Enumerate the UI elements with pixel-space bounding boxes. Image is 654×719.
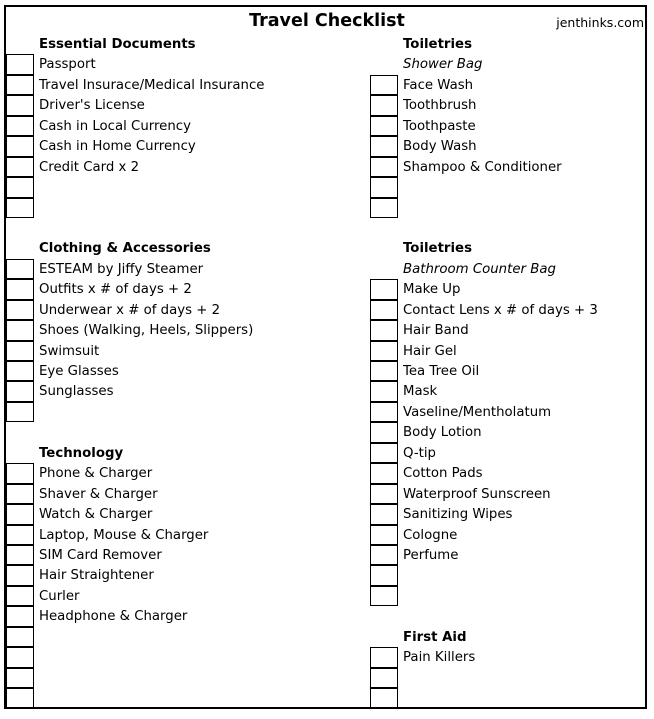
checkbox[interactable] (370, 504, 398, 524)
item-label: Vaseline/Mentholatum (403, 404, 552, 420)
checkbox[interactable] (370, 157, 398, 177)
checkbox[interactable] (370, 565, 398, 585)
item-label: Outfits x # of days + 2 (39, 282, 192, 298)
checkbox[interactable] (370, 320, 398, 340)
item-label: Headphone & Charger (39, 609, 188, 625)
site-label: jenthinks.com (556, 15, 644, 30)
checkbox[interactable] (6, 300, 34, 320)
checkbox[interactable] (6, 504, 34, 524)
item-label: Toothpaste (403, 118, 476, 134)
section-title: First Aid (403, 629, 467, 645)
checkbox[interactable] (6, 198, 34, 218)
item-label: Curler (39, 588, 80, 604)
item-label: Perfume (403, 547, 459, 563)
checkbox[interactable] (6, 279, 34, 299)
item-label: Make Up (403, 282, 461, 298)
item-label: Pain Killers (403, 650, 476, 666)
item-label: Hair Gel (403, 343, 457, 359)
item-label: Laptop, Mouse & Charger (39, 527, 209, 543)
checkbox[interactable] (6, 606, 34, 626)
item-label: Phone & Charger (39, 466, 153, 482)
checkbox[interactable] (6, 463, 34, 483)
item-label: Hair Straightener (39, 568, 154, 584)
item-label: Hair Band (403, 323, 469, 339)
checkbox[interactable] (370, 177, 398, 197)
item-label: Eye Glasses (39, 364, 119, 379)
item-label: Mask (403, 384, 438, 400)
item-label: Underwear x # of days + 2 (39, 302, 221, 318)
item-label: SIM Card Remover (39, 547, 162, 563)
item-label: Shaver & Charger (39, 486, 158, 502)
checkbox[interactable] (6, 647, 34, 667)
checkbox[interactable] (6, 95, 34, 115)
section-title: Essential Documents (39, 37, 196, 52)
checkbox[interactable] (370, 75, 398, 95)
checkbox[interactable] (370, 402, 398, 422)
subsection-title: Bathroom Counter Bag (403, 261, 556, 277)
item-label: Q-tip (403, 445, 436, 461)
checkbox[interactable] (370, 484, 398, 504)
section-title: Technology (39, 445, 124, 461)
checkbox[interactable] (370, 198, 398, 218)
checkbox[interactable] (6, 116, 34, 136)
checkbox[interactable] (370, 688, 398, 708)
checkbox[interactable] (370, 586, 398, 606)
section-title: Toiletries (403, 241, 472, 257)
checkbox[interactable] (370, 525, 398, 545)
item-label: Body Wash (403, 139, 477, 155)
checkbox[interactable] (370, 95, 398, 115)
checkbox[interactable] (6, 525, 34, 545)
checkbox[interactable] (6, 688, 34, 708)
checkbox[interactable] (6, 565, 34, 585)
checkbox[interactable] (6, 177, 34, 197)
checkbox[interactable] (370, 300, 398, 320)
item-label: Body Lotion (403, 425, 482, 441)
checkbox[interactable] (6, 361, 34, 381)
checkbox[interactable] (370, 381, 398, 401)
section-title: Toiletries (403, 37, 472, 52)
checkbox[interactable] (370, 361, 398, 381)
checkbox[interactable] (6, 320, 34, 340)
item-label: Travel Insurace/Medical Insurance (39, 77, 265, 93)
checkbox[interactable] (6, 341, 34, 361)
item-label: Driver's License (39, 98, 145, 114)
item-label: Shoes (Walking, Heels, Slippers) (39, 323, 254, 339)
item-label: Cologne (403, 527, 458, 543)
checkbox[interactable] (370, 136, 398, 156)
checkbox[interactable] (370, 443, 398, 463)
checkbox[interactable] (6, 668, 34, 688)
item-label: Contact Lens x # of days + 3 (403, 302, 598, 318)
item-label: Cash in Home Currency (39, 139, 196, 155)
item-label: Toothbrush (403, 98, 477, 114)
item-label: Swimsuit (39, 343, 100, 359)
item-label: Face Wash (403, 77, 474, 93)
checkbox[interactable] (6, 54, 34, 74)
section-title: Clothing & Accessories (39, 241, 211, 257)
item-label: Credit Card x 2 (39, 159, 140, 175)
subsection-title: Shower Bag (403, 57, 483, 73)
checkbox[interactable] (370, 545, 398, 565)
checkbox[interactable] (6, 627, 34, 647)
checkbox[interactable] (6, 157, 34, 177)
checkbox[interactable] (6, 402, 34, 422)
item-label: Tea Tree Oil (403, 364, 480, 379)
checkbox[interactable] (6, 381, 34, 401)
checkbox[interactable] (6, 545, 34, 565)
item-label: Cotton Pads (403, 466, 483, 482)
checkbox[interactable] (370, 279, 398, 299)
item-label: ESTEAM by Jiffy Steamer (39, 261, 204, 277)
item-label: Shampoo & Conditioner (403, 159, 562, 175)
item-label: Sanitizing Wipes (403, 507, 513, 523)
checkbox[interactable] (370, 422, 398, 442)
item-label: Passport (39, 57, 96, 73)
checkbox[interactable] (370, 463, 398, 483)
item-label: Sunglasses (39, 384, 114, 400)
checkbox[interactable] (370, 116, 398, 136)
checkbox[interactable] (370, 341, 398, 361)
checkbox[interactable] (6, 259, 34, 279)
item-label: Cash in Local Currency (39, 118, 191, 134)
item-label: Watch & Charger (39, 507, 153, 523)
page-title: Travel Checklist (249, 11, 405, 31)
item-label: Waterproof Sunscreen (403, 486, 551, 502)
checkbox[interactable] (370, 647, 398, 667)
checkbox[interactable] (6, 586, 34, 606)
checkbox[interactable] (6, 484, 34, 504)
checkbox[interactable] (6, 136, 34, 156)
checkbox[interactable] (370, 668, 398, 688)
checkbox[interactable] (6, 75, 34, 95)
